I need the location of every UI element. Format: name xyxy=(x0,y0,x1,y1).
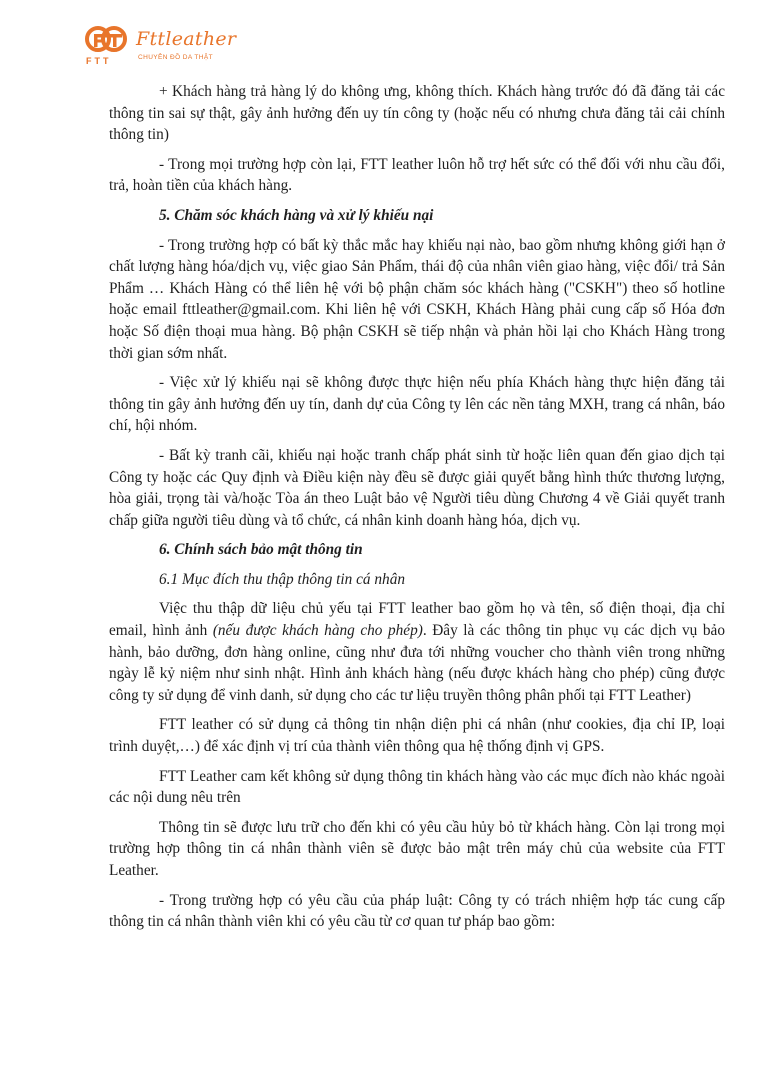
brand-tagline: CHUYÊN ĐỒ DA THẬT xyxy=(138,54,213,61)
paragraph-commitment: FTT Leather cam kết không sử dụng thông tin khách hàng vào các mục đích nào khác ngoài các nội dung nêu trên xyxy=(109,767,725,807)
section-heading-6: 6. Chính sách bảo mật thông tin xyxy=(159,541,363,559)
paragraph-data-collection xyxy=(109,598,725,706)
paragraph-non-personal-info: FTT leather có sử dụng cả thông tin nhận diện phi cá nhân (như cookies, địa chỉ IP, loại trình duyệt,…) để xác định vị trí của thành viên thông qua hệ thống định vị GPS. xyxy=(109,716,725,756)
brand-header xyxy=(84,26,304,70)
paragraph-storage: Thông tin sẽ được lưu trữ cho đến khi có yêu cầu hủy bỏ từ khách hàng. Còn lại trong mọi trường hợp thông tin cá nhân thành viên sẽ được bảo mật trên máy chủ của website của FTT Leather. xyxy=(109,818,725,879)
document-body xyxy=(109,81,725,933)
subsection-heading-6-1: 6.1 Mục đích thu thập thông tin cá nhân xyxy=(159,570,405,588)
paragraph-complaint-exclusion: - Việc xử lý khiếu nại sẽ không được thực hiện nếu phía Khách hàng thực hiện đăng tải thông tin gây ảnh hưởng đến uy tín, danh dự của Công ty lên các nền tảng MXH, trang cá nhân, báo chí, hội nhóm. xyxy=(109,374,725,435)
data-collection-text-a: Việc thu thập dữ liệu chủ yếu tại FTT leather bao gồm họ và tên, số điện thoại, địa chỉ email, hình ảnh xyxy=(109,600,725,640)
logo-letters: FTT xyxy=(86,56,112,66)
paragraph-legal-request: - Trong trường hợp có yêu cầu của pháp luật: Công ty có trách nhiệm hợp tác cung cấp thông tin cá nhân thành viên khi có yêu cầu từ cơ quan tư pháp bao gồm: xyxy=(109,891,725,931)
data-collection-consent-note: (nếu được khách hàng cho phép) xyxy=(212,622,423,640)
section-heading-5: 5. Chăm sóc khách hàng và xử lý khiếu nại xyxy=(159,206,434,224)
data-collection-text-b: . Đây là các thông tin phục vụ các dịch vụ bảo hành, bảo dưỡng, đơn hàng online, cũng như đưa tới những voucher cho thành viên trong những ngày lễ kỷ niệm như sinh nhật. Hình ảnh khách hàng (nếu được khách hàng cho phép) cũng được công ty sử dụng để vinh danh, sử dụng cho các tư liệu truyền thông phân phối tại FTT Leather) xyxy=(109,622,725,704)
brand-name: Fttleather xyxy=(136,28,237,50)
paragraph-dispute: - Bất kỳ tranh cãi, khiếu nại hoặc tranh chấp phát sinh từ hoặc liên quan đến giao dịch tại Công ty hoặc các Quy định và Điều kiện này đều sẽ được giải quyết bằng hình thức thương lượng, hòa giải, trọng tài và/hoặc Tòa án theo Luật bảo vệ Người tiêu dùng Chương 4 về Giải quyết tranh chấp giữa người tiêu dùng và tổ chức, cá nhân kinh doanh hàng hóa, dịch vụ. xyxy=(109,446,725,529)
paragraph-cskh: - Trong trường hợp có bất kỳ thắc mắc hay khiếu nại nào, bao gồm nhưng không giới hạn ở chất lượng hàng hóa/dịch vụ, việc giao Sản Phẩm, thái độ của nhân viên giao hàng, việc đổi/ trả Sản Phẩm … Khách Hàng có thể liên hệ với bộ phận chăm sóc khách hàng ("CSKH") theo số hotline hoặc email fttleather@gmail.com. Khi liên hệ với CSKH, Khách Hàng phải cung cấp số Hóa đơn hoặc Số điện thoại mua hàng. Bộ phận CSKH sẽ tiếp nhận và phản hồi lại cho Khách Hàng trong thời gian sớm nhất. xyxy=(109,236,725,362)
paragraph-support: - Trong mọi trường hợp còn lại, FTT leather luôn hỗ trợ hết sức có thể đối với nhu cầu đổi, trả, hoàn tiền của khách hàng. xyxy=(109,155,725,195)
paragraph-return-reason: + Khách hàng trả hàng lý do không ưng, không thích. Khách hàng trước đó đã đăng tải các thông tin sai sự thật, gây ảnh hưởng đến uy tín công ty (hoặc nếu có nhưng chưa đăng tải cải chính thông tin) xyxy=(109,83,725,144)
